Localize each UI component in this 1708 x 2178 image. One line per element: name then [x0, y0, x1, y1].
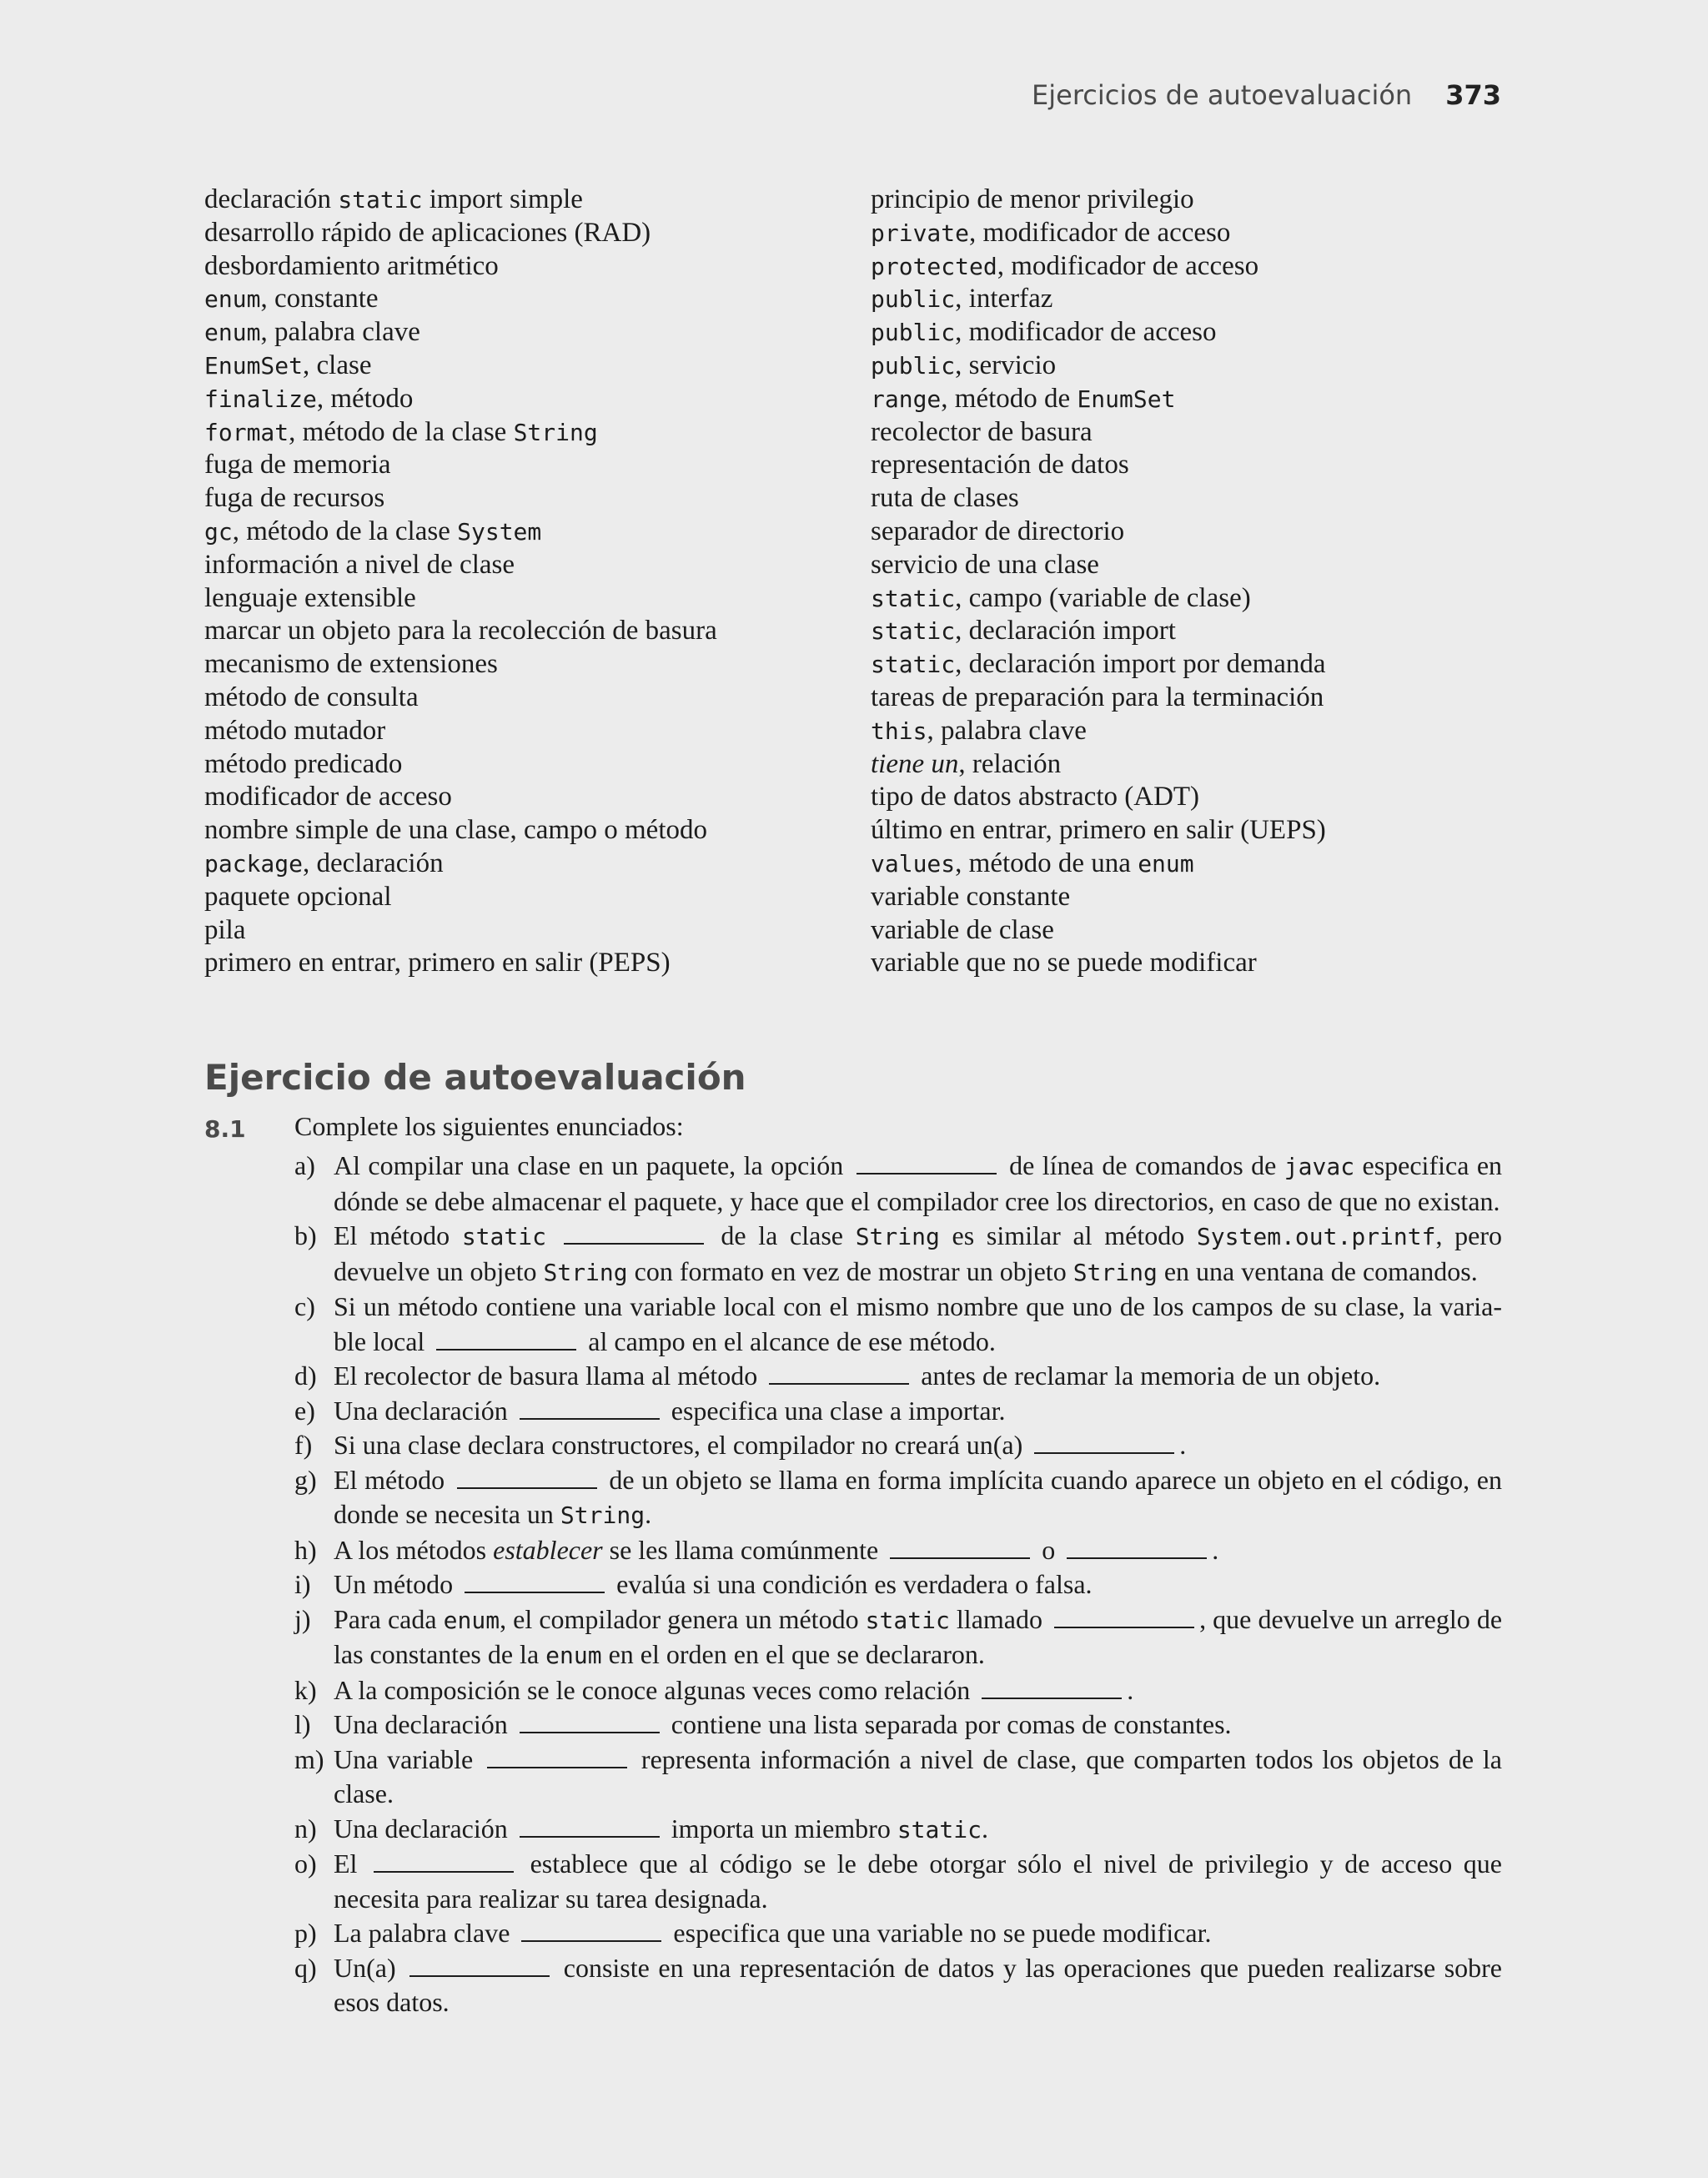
text-run: Una declaración: [334, 1395, 515, 1426]
text-run: A la composición se le conoce algunas veces como relación: [334, 1674, 977, 1705]
code-term: static: [897, 1815, 982, 1844]
key-term: [204, 848, 855, 881]
text-run: último en entrar, primero en salir (UEPS): [871, 815, 1326, 846]
text-run: fuga de recursos: [204, 483, 385, 514]
code-term: String: [560, 1501, 646, 1529]
text-run: , clase: [303, 350, 372, 380]
text-run: , declaración import: [955, 616, 1176, 646]
text-run: mecanismo de extensiones: [204, 649, 498, 680]
item-label: q): [294, 1952, 317, 1983]
code-term: range: [871, 385, 942, 413]
code-term: String: [1073, 1258, 1158, 1286]
text-run: especifica que una variable no se puede modificar.: [666, 1918, 1212, 1948]
text-run: Un(a): [334, 1952, 405, 1983]
key-term: [871, 715, 1505, 748]
text-run: A los métodos: [334, 1534, 494, 1565]
text-run: , pero devuelve un objeto: [334, 1220, 1503, 1286]
text-run: recolector de basura: [871, 416, 1093, 447]
text-run: variable de clase: [871, 914, 1054, 945]
answer-blank: [982, 1676, 1122, 1699]
key-term: [204, 217, 855, 250]
text-run: principio de menor privilegio: [871, 184, 1194, 214]
code-term: enum: [204, 285, 261, 314]
answer-blank: [857, 1151, 997, 1175]
text-run: tareas de preparación para la terminación: [871, 682, 1324, 712]
key-term: [204, 184, 855, 217]
text-run: de un objeto se llama en forma implícita cuando aparece un objeto en el código, en donde se necesita un: [334, 1464, 1503, 1529]
text-run: declaración: [204, 184, 339, 214]
text-run: establece que al código se le debe otorgar sólo el nivel de privilegio y de acceso que necesita para realizar su tarea designada.: [334, 1849, 1503, 1914]
answer-blank: [1034, 1431, 1174, 1454]
code-term: finalize: [204, 385, 317, 413]
text-run: , declaración import por demanda: [955, 649, 1326, 680]
key-term: [204, 383, 855, 416]
text-run: .: [1179, 1430, 1187, 1460]
code-term: System.out.printf: [1196, 1223, 1436, 1250]
answer-blank: [465, 1570, 605, 1593]
key-term: [871, 383, 1505, 416]
text-run: , relación: [958, 748, 1062, 779]
answer-blank: [1067, 1536, 1207, 1559]
exercise-item: [294, 1847, 1502, 1916]
text-run: al campo en el alcance de ese método.: [581, 1325, 996, 1356]
code-term: enum: [545, 1642, 602, 1669]
code-term: static: [865, 1606, 950, 1634]
key-term: [871, 449, 1505, 482]
text-run: , modificador de acceso: [997, 250, 1259, 281]
key-term: [871, 648, 1505, 682]
text-run: Una declaración: [334, 1813, 515, 1844]
text-run: La palabra clave: [334, 1918, 517, 1948]
text-run: El: [334, 1849, 369, 1879]
text-run: separador de directorio: [871, 516, 1125, 546]
key-term: [871, 250, 1505, 284]
text-run: .: [645, 1499, 652, 1529]
text-run: , palabra clave: [260, 317, 420, 348]
answer-blank: [520, 1710, 660, 1733]
exercise-number: 8.1: [204, 1115, 246, 1143]
text-run: modificador de acceso: [204, 782, 452, 812]
key-term: [871, 416, 1505, 450]
item-text: [334, 1290, 1502, 1359]
item-label: b): [294, 1220, 317, 1250]
text-run: , modificador de acceso: [969, 217, 1231, 248]
item-label: p): [294, 1918, 317, 1948]
item-text: [334, 1708, 1502, 1743]
key-term: [871, 350, 1505, 383]
text-run: consiste en una representación de datos y las operaciones que pueden realizarse sobre esos datos.: [334, 1952, 1503, 2017]
text-run: .: [1127, 1674, 1134, 1705]
text-run: o: [1035, 1534, 1062, 1565]
item-label: o): [294, 1849, 317, 1879]
text-run: Si un método contiene una variable local con el mismo nombre que uno de los campos de su clase, la variable local: [334, 1291, 1502, 1356]
text-run: , palabra clave: [927, 715, 1087, 746]
exercise-item: [294, 1951, 1502, 2020]
key-term: [204, 947, 855, 980]
exercise-item: [294, 1463, 1502, 1533]
key-term: [204, 516, 855, 549]
item-text: [334, 1394, 1502, 1429]
italic-text: tiene un: [871, 748, 959, 779]
text-run: , servicio: [955, 350, 1057, 380]
key-term: [871, 582, 1505, 616]
item-label: f): [294, 1430, 313, 1460]
text-run: en una ventana de comandos.: [1157, 1255, 1478, 1286]
italic-text: establecer: [493, 1534, 603, 1565]
item-label: k): [294, 1674, 317, 1705]
key-term: [204, 482, 855, 516]
text-run: Para cada: [334, 1603, 444, 1634]
text-run: El método: [334, 1220, 462, 1250]
code-term: public: [871, 285, 956, 314]
code-term: enum: [204, 319, 261, 347]
text-run: antes de reclamar la memoria de un objeto.: [914, 1361, 1381, 1391]
code-term: this: [871, 717, 927, 745]
exercise-item: [294, 1567, 1502, 1602]
text-run: con formato en vez de mostrar un objeto: [627, 1255, 1073, 1286]
item-label: m): [294, 1743, 324, 1774]
item-label: l): [294, 1709, 311, 1739]
key-term: [204, 748, 855, 782]
key-term: [204, 449, 855, 482]
exercise-intro: Complete los siguientes enunciados:: [294, 1111, 684, 1141]
exercise-item: [294, 1394, 1502, 1429]
text-run: información a nivel de clase: [204, 549, 515, 580]
key-term: [204, 648, 855, 682]
text-run: marcar un objeto para la recolección de basura: [204, 616, 717, 646]
key-term: [204, 549, 855, 582]
key-term: [871, 516, 1505, 549]
item-label: e): [294, 1395, 315, 1426]
text-run: import simple: [422, 184, 583, 214]
exercise-item: [294, 1428, 1502, 1463]
item-text: [334, 1673, 1502, 1708]
text-run: El recolector de basura llama al método: [334, 1361, 765, 1391]
text-run: , campo (variable de clase): [955, 582, 1251, 613]
code-term: EnumSet: [204, 351, 304, 380]
item-label: a): [294, 1150, 315, 1180]
answer-blank: [409, 1954, 550, 1977]
text-run: variable constante: [871, 881, 1071, 912]
key-term: [204, 781, 855, 814]
code-term: static: [871, 617, 956, 646]
text-run: .: [981, 1813, 988, 1844]
text-run: representa información a nivel de clase, que comparten todos los objetos de la clase.: [334, 1743, 1503, 1808]
text-run: de la clase: [708, 1220, 856, 1250]
key-term: [871, 615, 1505, 648]
item-label: c): [294, 1291, 315, 1321]
key-term: [204, 682, 855, 715]
exercise-item: [294, 1743, 1502, 1812]
answer-blank: [520, 1814, 660, 1838]
code-term: javac: [1284, 1153, 1355, 1180]
item-text: [334, 1359, 1502, 1394]
item-label: j): [294, 1603, 311, 1634]
text-run: en el orden en el que se declararon.: [601, 1639, 985, 1669]
answer-blank: [436, 1327, 576, 1351]
key-term: [204, 582, 855, 616]
exercise-item: [294, 1359, 1502, 1394]
text-run: [546, 1220, 559, 1250]
exercise-item: [294, 1602, 1502, 1673]
text-run: desbordamiento aritmético: [204, 250, 499, 281]
key-term: [871, 482, 1505, 516]
text-run: método predicado: [204, 748, 403, 779]
code-term: String: [543, 1258, 628, 1286]
item-label: h): [294, 1534, 317, 1565]
code-term: protected: [871, 252, 997, 280]
text-run: Una variable: [334, 1743, 483, 1774]
code-term: package: [204, 849, 304, 878]
code-term: static: [461, 1223, 546, 1250]
item-text: [334, 1951, 1502, 2020]
text-run: método mutador: [204, 715, 386, 746]
key-term: [204, 814, 855, 848]
exercise-item: [294, 1149, 1502, 1219]
section-title: Ejercicio de autoevaluación: [204, 1057, 746, 1098]
code-term: private: [871, 219, 970, 247]
text-run: pila: [204, 914, 246, 945]
answer-blank: [521, 1919, 661, 1942]
code-term: gc: [204, 517, 233, 546]
text-run: representación de datos: [871, 450, 1129, 480]
key-term: [871, 848, 1505, 881]
answer-blank: [890, 1536, 1030, 1559]
code-term: String: [855, 1223, 940, 1250]
text-run: , declaración: [303, 848, 444, 878]
answer-blank: [520, 1396, 660, 1420]
code-term: System: [457, 517, 542, 546]
key-term: [871, 549, 1505, 582]
text-run: llamado: [949, 1603, 1050, 1634]
key-term: [871, 947, 1505, 980]
item-label: i): [294, 1569, 311, 1599]
item-text: [334, 1533, 1502, 1568]
code-term: EnumSet: [1077, 385, 1176, 413]
text-run: tipo de datos abstracto (ADT): [871, 782, 1200, 812]
item-text: [334, 1916, 1502, 1951]
text-run: , modificador de acceso: [955, 317, 1217, 348]
exercise-item: [294, 1916, 1502, 1951]
answer-blank: [564, 1221, 704, 1245]
text-run: ruta de clases: [871, 483, 1019, 514]
code-term: enum: [443, 1606, 500, 1634]
exercise-item: [294, 1673, 1502, 1708]
text-run: paquete opcional: [204, 881, 392, 912]
key-terms-left-column: [204, 184, 855, 980]
text-run: es similar al método: [939, 1220, 1197, 1250]
answer-blank: [769, 1361, 909, 1385]
key-term: [204, 350, 855, 383]
text-run: , el compilador genera un método: [500, 1603, 866, 1634]
item-text: [334, 1428, 1502, 1463]
text-run: método de consulta: [204, 682, 419, 712]
page-number: 373: [1445, 79, 1501, 111]
text-run: Al compilar una clase en un paquete, la opción: [334, 1150, 851, 1180]
text-run: importa un miembro: [664, 1813, 897, 1844]
text-run: , método de una: [955, 848, 1138, 878]
key-term: [871, 217, 1505, 250]
item-text: [334, 1567, 1502, 1602]
answer-blank: [487, 1745, 627, 1768]
text-run: , método de: [941, 383, 1078, 414]
exercise-items: [294, 1149, 1502, 2020]
text-run: evalúa si una condición es verdadera o falsa.: [610, 1569, 1093, 1599]
text-run: .: [1212, 1534, 1219, 1565]
code-term: static: [871, 584, 956, 612]
text-run: fuga de memoria: [204, 450, 391, 480]
item-text: [334, 1602, 1502, 1673]
item-label: g): [294, 1464, 317, 1495]
text-run: , que devuelve un arreglo de las constantes de la: [334, 1603, 1503, 1669]
key-term: [204, 881, 855, 914]
key-term: [871, 748, 1505, 782]
code-term: public: [871, 319, 956, 347]
text-run: , método: [316, 383, 414, 414]
item-text: [334, 1812, 1502, 1848]
item-text: [334, 1463, 1502, 1533]
key-term: [871, 682, 1505, 715]
key-term: [871, 814, 1505, 848]
text-run: se les llama comúnmente: [602, 1534, 886, 1565]
item-text: [334, 1743, 1502, 1812]
exercise-item: [294, 1533, 1502, 1568]
text-run: , constante: [260, 284, 379, 314]
text-run: nombre simple de una clase, campo o método: [204, 815, 707, 846]
exercise-item: [294, 1812, 1502, 1848]
answer-blank: [374, 1849, 514, 1873]
exercise-item: [294, 1708, 1502, 1743]
code-term: format: [204, 418, 289, 446]
text-run: , método de la clase: [232, 516, 458, 546]
item-text: [334, 1847, 1502, 1916]
key-term: [871, 781, 1505, 814]
text-run: especifica en dónde se debe almacenar el paquete, y hace que el compilador cree los directorios, en caso de que no existan.: [334, 1150, 1503, 1216]
text-run: servicio de una clase: [871, 549, 1099, 580]
text-run: Un método: [334, 1569, 460, 1599]
code-term: values: [871, 849, 956, 878]
code-term: public: [871, 351, 956, 380]
text-run: contiene una lista separada por comas de constantes.: [664, 1709, 1232, 1739]
text-run: El método: [334, 1464, 452, 1495]
key-term: [204, 914, 855, 948]
item-text: [334, 1219, 1502, 1290]
item-label: d): [294, 1361, 317, 1391]
answer-blank: [457, 1466, 597, 1489]
text-run: de línea de comandos de: [1001, 1150, 1284, 1180]
code-term: static: [871, 651, 956, 679]
key-terms-right-column: [871, 184, 1505, 980]
text-run: , interfaz: [955, 284, 1053, 314]
running-head-title: Ejercicios de autoevaluación: [1032, 79, 1413, 111]
exercise-item: [294, 1290, 1502, 1359]
code-term: String: [513, 418, 598, 446]
running-head: [1001, 79, 1501, 121]
text-run: desarrollo rápido de aplicaciones (RAD): [204, 217, 651, 248]
key-term: [871, 316, 1505, 350]
key-term: [204, 715, 855, 748]
item-label: n): [294, 1813, 317, 1844]
key-term: [204, 250, 855, 284]
text-run: Una declaración: [334, 1709, 515, 1739]
key-term: [871, 184, 1505, 217]
text-run: variable que no se puede modificar: [871, 948, 1257, 978]
code-term: static: [338, 186, 423, 214]
key-term: [871, 283, 1505, 316]
key-term: [204, 416, 855, 450]
text-run: primero en entrar, primero en salir (PEPS): [204, 948, 671, 978]
key-term: [204, 615, 855, 648]
key-term: [871, 914, 1505, 948]
key-term: [204, 316, 855, 350]
text-run: , método de la clase: [289, 416, 514, 447]
key-term: [204, 283, 855, 316]
text-run: Si una clase declara constructores, el compilador no creará un(a): [334, 1430, 1030, 1460]
key-term: [871, 881, 1505, 914]
text-run: lenguaje extensible: [204, 582, 416, 613]
answer-blank: [1054, 1605, 1194, 1628]
exercise-item: [294, 1219, 1502, 1290]
code-term: enum: [1138, 849, 1194, 878]
item-text: [334, 1149, 1502, 1219]
text-run: especifica una clase a importar.: [664, 1395, 1006, 1426]
